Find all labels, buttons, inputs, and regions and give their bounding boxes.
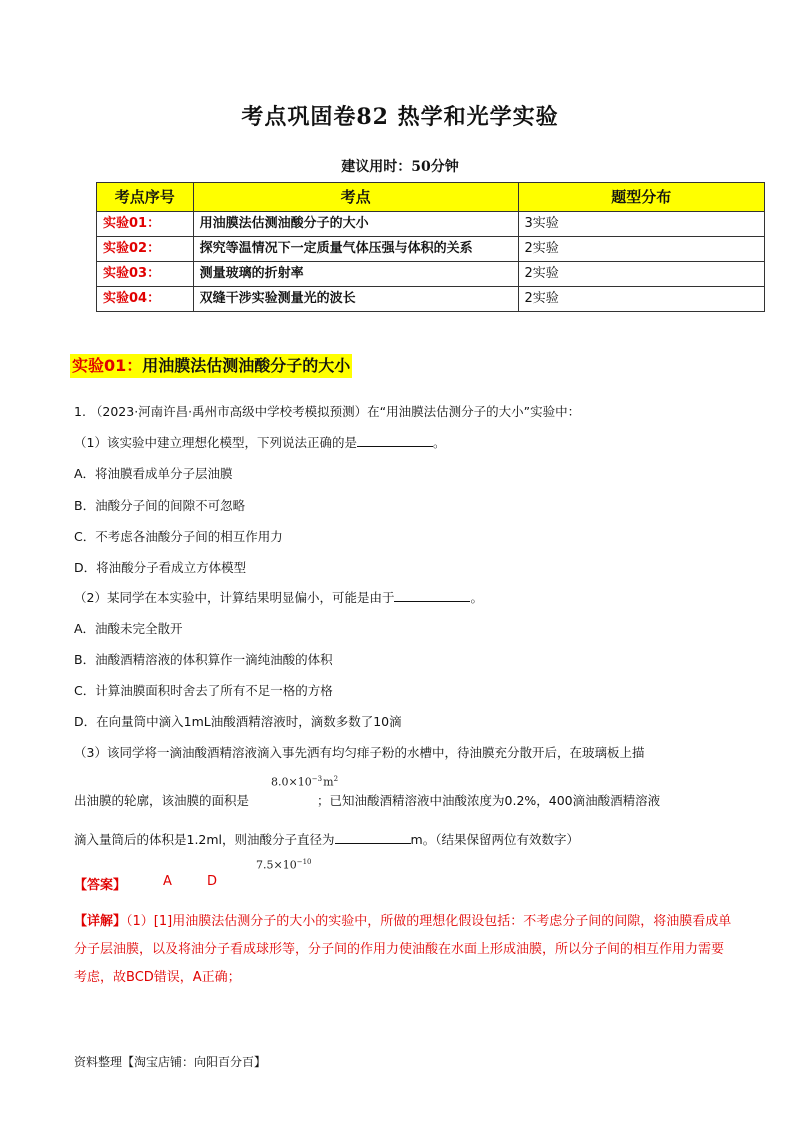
footer-note: 资料整理【淘宝店铺：向阳百分百】 [74,1055,267,1069]
option-item: A．油酸未完全散开 [74,621,183,636]
area-formula: $8.0\times 10^{-3}$ $m^2$ [271,775,339,789]
answer-blank [357,434,433,447]
table-header-row [97,183,765,212]
suggested-time: 建议用时：50分钟 [341,159,459,175]
experiment-number: 实验01： [97,212,194,237]
answer-blank [394,589,470,602]
question-part-3: （3）该同学将一滴油酸酒精溶液滴入事先洒有均匀痱子粉的水槽中，待油膜充分散开后，在玻璃板上描 [74,745,645,760]
question-part-1: （1）该实验中建立理想化模型，下列说法正确的是 。 [74,435,446,450]
section-heading [70,354,352,378]
table-header: 题型分布 [518,183,764,212]
option-item: C．计算油膜面积时舍去了所有不足一格的方格 [74,683,333,698]
experiment-topic: 双缝干涉实验测量光的波长 [193,287,518,312]
detail-label: 【详解】 [74,914,127,929]
table-header: 考点序号 [97,183,194,212]
option-item: C．不考虑各油酸分子间的相互作用力 [74,529,283,544]
detail-text: （1）[1]用油膜法估测分子的大小的实验中，所做的理想化假设包括：不考虑分子间的间隙，将油膜看成单分子层油膜，以及将油分子看成球形等，分子间的作用力使油酸在水面上形成油膜，所以分子间的相互作用力需要考虑，故BCD错误，A正确； [74,914,732,985]
option-item: B．油酸酒精溶液的体积算作一滴纯油酸的体积 [74,652,333,667]
section-number: 实验01： [72,356,143,375]
detail-explanation [74,908,734,992]
question-part-3-line-3: 滴入量筒后的体积是1.2ml，则油酸分子直径为 m。（结果保留两位有效数字） [74,832,579,847]
option-item: A．将油膜看成单分子层油膜 [74,466,233,481]
option-item: D．将油酸分子看成立方体模型 [74,560,247,575]
question-part-3-line-2: 出油膜的轮廓，该油膜的面积是 ；已知油酸酒精溶液中油酸浓度为0.2%，400滴油酸酒精溶液 [74,793,661,808]
answer-1: A [163,874,172,889]
question-distribution: 2实验 [518,262,764,287]
experiment-number: 实验03： [97,262,194,287]
experiment-topic: 测量玻璃的折射率 [193,262,518,287]
question-intro: 1. （2023·河南许昌·禹州市高级中学校考模拟预测）在“用油膜法估测分子的大小”实验中： [74,404,581,419]
answer-formula: $7.5\times 10^{-10}$ [256,858,312,872]
question-distribution: 3实验 [518,212,764,237]
option-item: D．在向量筒中滴入1mL油酸酒精溶液时，滴数多数了10滴 [74,714,402,729]
experiment-number: 实验02： [97,237,194,262]
section-title: 用油膜法估测油酸分子的大小 [142,356,351,375]
answer-blank [335,831,411,844]
experiment-number: 实验04： [97,287,194,312]
question-distribution: 2实验 [518,237,764,262]
experiment-topic: 用油膜法估测油酸分子的大小 [193,212,518,237]
answer-label: 【答案】 [74,878,127,893]
table-header: 考点 [193,183,518,212]
table-row [97,212,765,237]
experiment-topic: 探究等温情况下一定质量气体压强与体积的关系 [193,237,518,262]
table-row [97,237,765,262]
answer-2: D [207,874,218,889]
question-distribution: 2实验 [518,287,764,312]
page-title: 考点巩固卷82 热学和光学实验 [241,104,559,130]
table-row [97,287,765,312]
table-row [97,262,765,287]
question-part-2: （2）某同学在本实验中，计算结果明显偏小，可能是由于 。 [74,590,483,605]
overview-table [96,182,765,312]
option-item: B．油酸分子间的间隙不可忽略 [74,498,246,513]
